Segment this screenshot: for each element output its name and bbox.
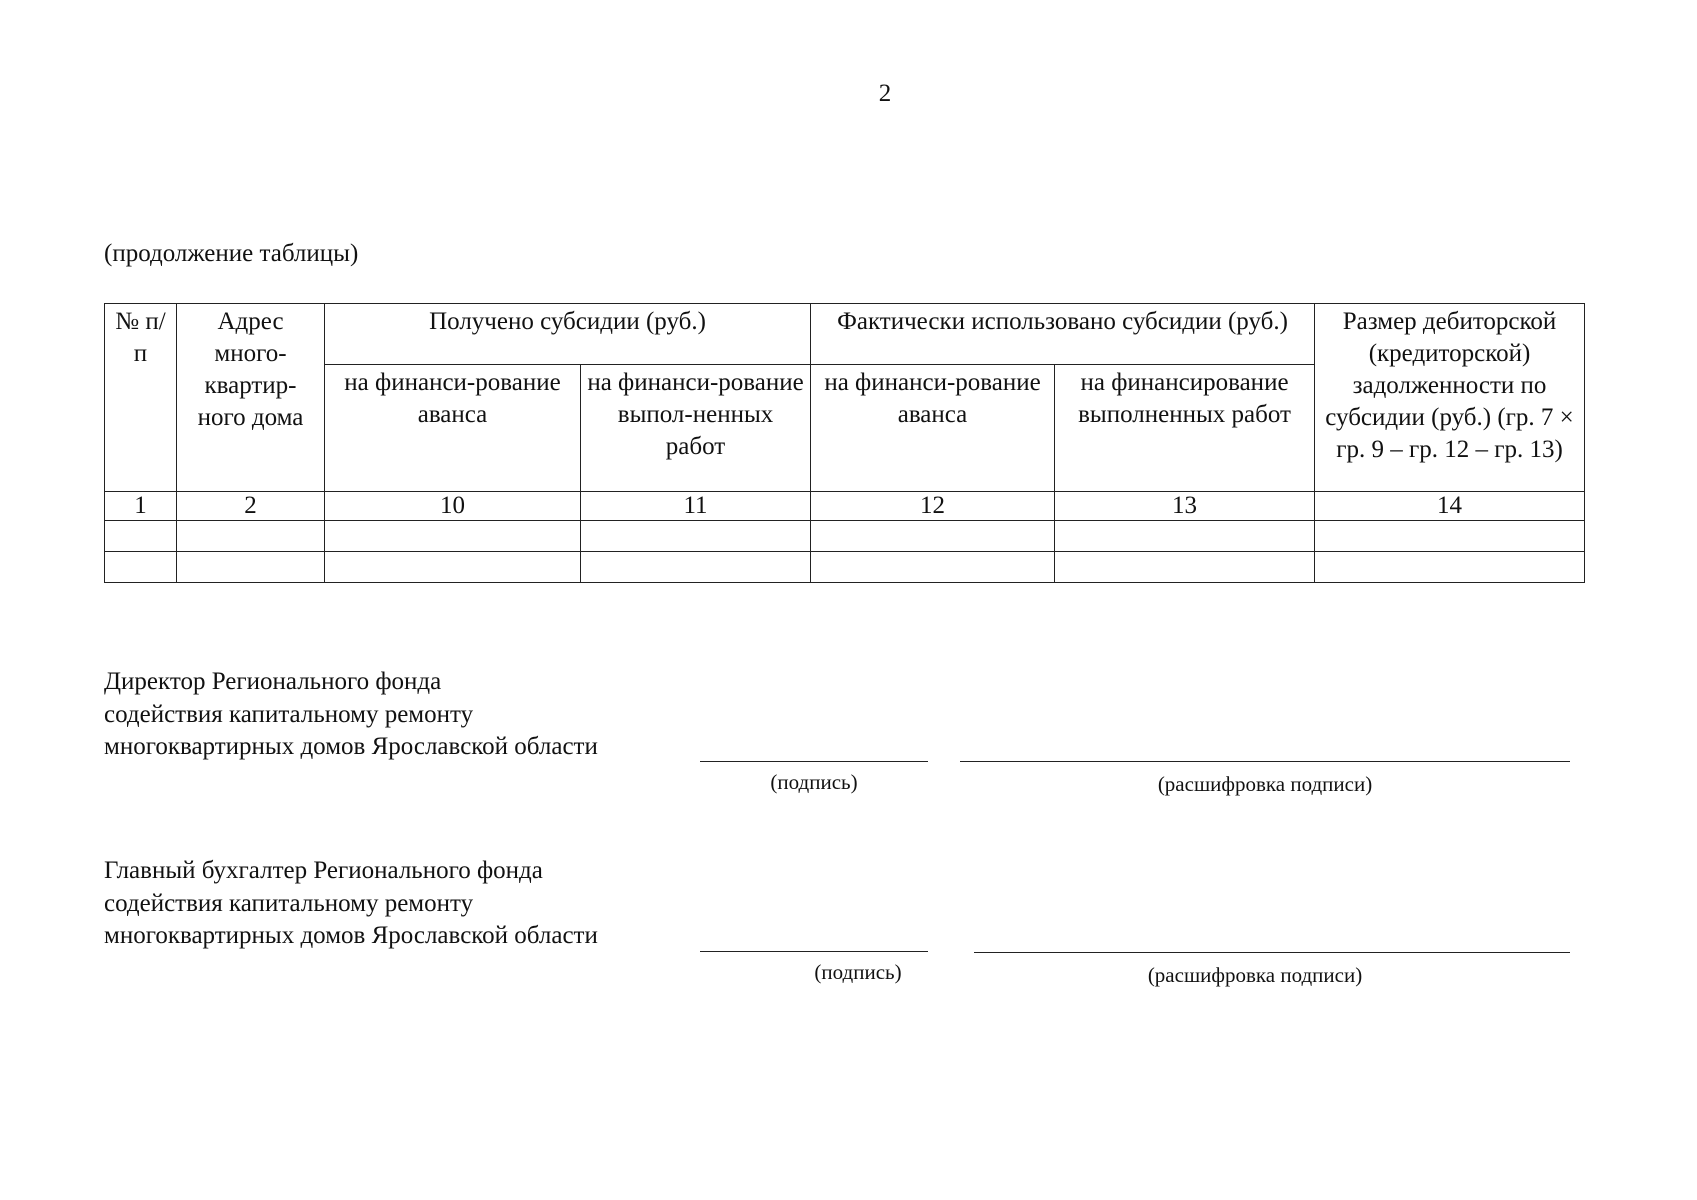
table-cell [177, 552, 325, 583]
director-signature-line [700, 761, 928, 762]
table-cell [581, 552, 811, 583]
subsidy-table [104, 303, 1585, 583]
table-cell [1055, 521, 1315, 552]
column-number: 11 [581, 492, 811, 521]
column-number: 12 [811, 492, 1055, 521]
header-subsidy-used: Фактически использовано субсидии (руб.) [811, 304, 1315, 365]
director-decode-line [960, 761, 1570, 762]
column-numbers-row [105, 492, 1585, 521]
director-title-line: многоквартирных домов Ярославской области [104, 733, 598, 760]
header-used-works: на финансирование выполненных работ [1055, 365, 1315, 492]
accountant-title [104, 855, 704, 953]
header-received-advance: на финанси-рование аванса [325, 365, 581, 492]
accountant-signature-block [104, 855, 1584, 995]
accountant-decode-line [974, 952, 1570, 953]
accountant-title-line: содействия капитальному ремонту [104, 889, 474, 917]
table-cell [1055, 552, 1315, 583]
table-cell [325, 521, 581, 552]
accountant-title-line: многоквартирных домов Ярославской области [104, 922, 598, 949]
table-row [105, 521, 1585, 552]
director-signature-caption: (подпись) [770, 770, 858, 794]
director-title-line: Директор Регионального фонда [104, 668, 442, 695]
column-number: 1 [105, 492, 177, 521]
table-cell [581, 521, 811, 552]
director-signature-block [104, 666, 1584, 806]
column-number: 14 [1315, 492, 1585, 521]
accountant-signature-caption: (подпись) [814, 960, 902, 984]
column-number: 13 [1055, 492, 1315, 521]
accountant-title-line: Главный бухгалтер Регионального фонда [104, 857, 543, 884]
table-row [105, 552, 1585, 583]
page-number: 2 [878, 80, 892, 107]
header-received-works: на финанси-рование выпол-ненных работ [581, 365, 811, 492]
header-subsidy-received: Получено субсидии (руб.) [325, 304, 811, 365]
director-decode-caption: (расшифровка подписи) [1157, 772, 1373, 796]
director-title [104, 666, 704, 764]
table-cell [105, 552, 177, 583]
table-cell [177, 521, 325, 552]
header-address: Адрес много-квартир-ного дома [177, 304, 325, 492]
table-cell [811, 521, 1055, 552]
header-used-advance: на финанси-рование аванса [811, 365, 1055, 492]
director-title-line: содействия капитальному ремонту [104, 700, 474, 728]
accountant-decode-caption: (расшифровка подписи) [1147, 963, 1363, 987]
header-debt-amount: Размер дебиторской (кредиторской) задолженности по субсидии (руб.) (гр. 7 × гр. 9 – гр. 12 – гр. 13) [1315, 304, 1585, 492]
accountant-signature-line [700, 951, 928, 952]
table-cell [1315, 521, 1585, 552]
table-cell [105, 521, 177, 552]
table-cell [325, 552, 581, 583]
column-number: 10 [325, 492, 581, 521]
column-number: 2 [177, 492, 325, 521]
table-cell [811, 552, 1055, 583]
table-cell [1315, 552, 1585, 583]
table-continuation-label: (продолжение таблицы) [104, 240, 359, 267]
header-row-number: № п/п [105, 304, 177, 492]
